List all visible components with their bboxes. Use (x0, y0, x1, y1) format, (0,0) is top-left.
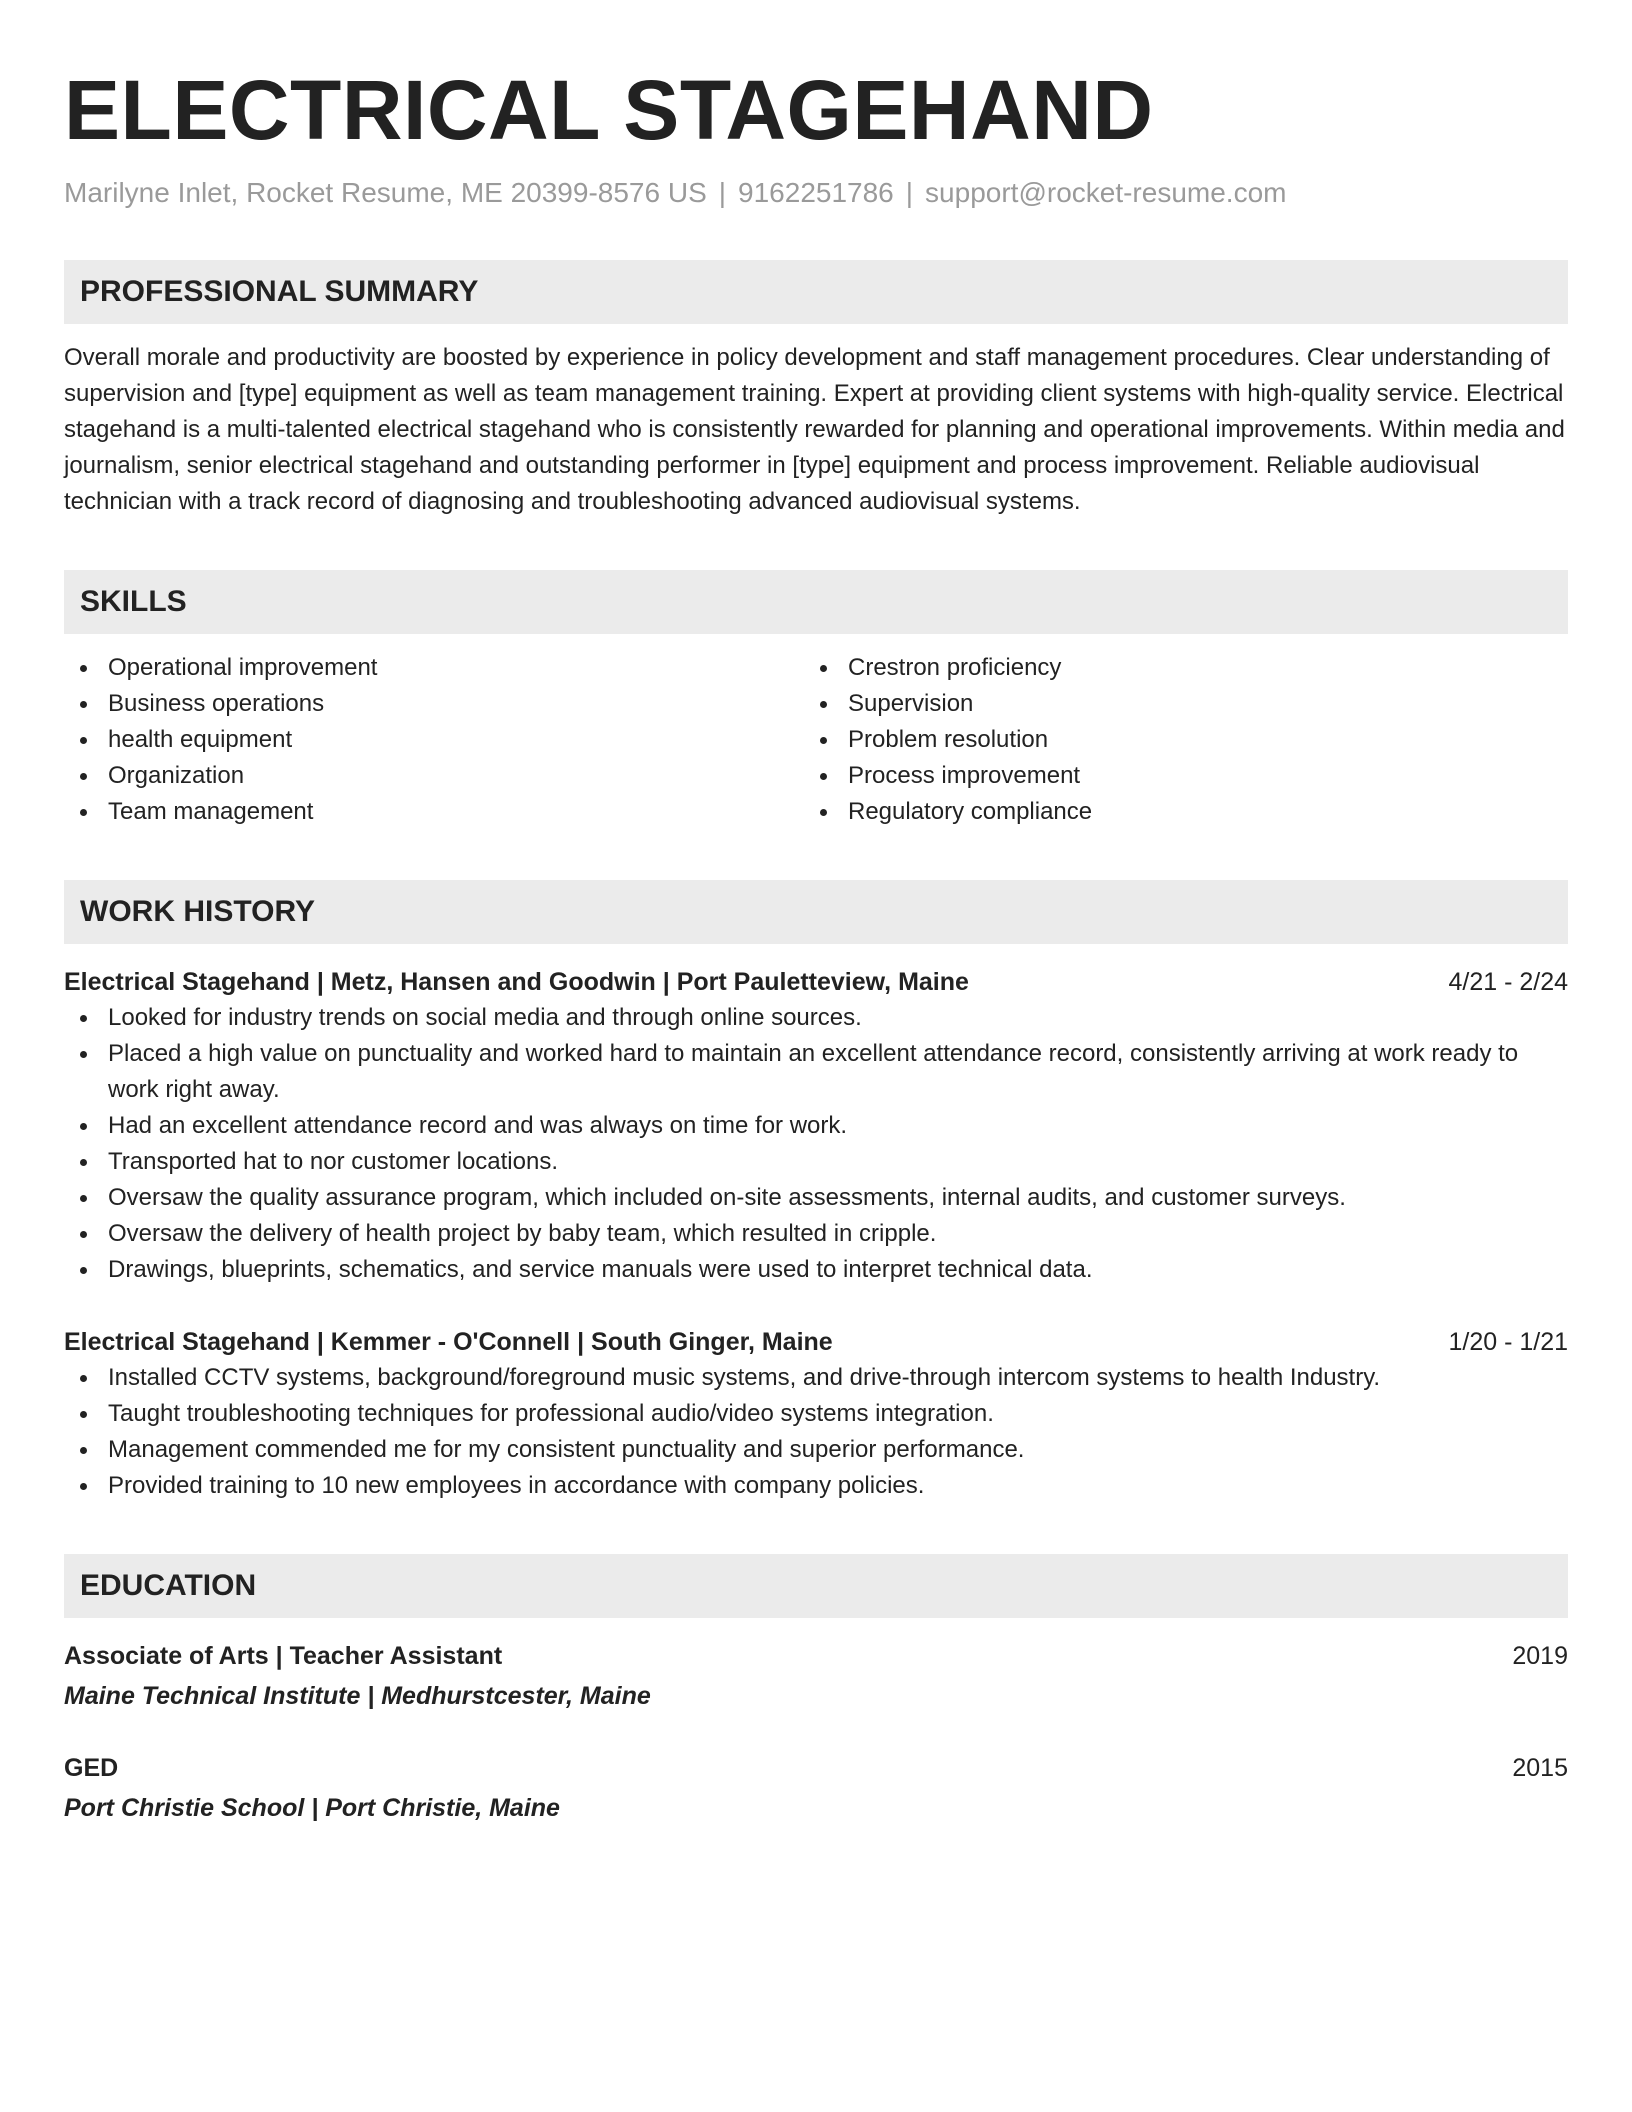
skill-item: Team management (64, 794, 816, 830)
skill-item: Operational improvement (64, 650, 816, 686)
job-title: Electrical Stagehand | Kemmer - O'Connell | South Ginger, Maine (64, 1327, 833, 1356)
education-school: Port Christie School | Port Christie, Maine (64, 1793, 560, 1822)
contact-line (64, 176, 1568, 210)
education-degree: Associate of Arts | Teacher Assistant (64, 1641, 503, 1670)
job-dates: 1/20 - 1/21 (1448, 1327, 1568, 1356)
job-bullets (64, 1000, 1568, 1288)
contact-email: support@rocket-resume.com (925, 177, 1287, 208)
job-bullet: Oversaw the delivery of health project by baby team, which resulted in cripple. (64, 1216, 1568, 1252)
job-bullets (64, 1360, 1568, 1504)
job-bullet: Placed a high value on punctuality and worked hard to maintain an excellent attendance record, consistently arriving at work ready to work right away. (64, 1036, 1568, 1108)
resume-name: ELECTRICAL STAGEHAND (64, 63, 1154, 157)
skill-item: Supervision (816, 686, 1568, 722)
job-bullet: Taught troubleshooting techniques for professional audio/video systems integration. (64, 1396, 1568, 1432)
skill-item: Problem resolution (816, 722, 1568, 758)
education-year: 2019 (1512, 1641, 1568, 1670)
job-dates: 4/21 - 2/24 (1448, 967, 1568, 996)
section-header-summary: PROFESSIONAL SUMMARY (64, 260, 1568, 324)
section-header-education: EDUCATION (64, 1554, 1568, 1618)
job-entry (64, 1324, 1568, 1504)
job-bullet: Oversaw the quality assurance program, which included on-site assessments, internal audits, and customer surveys. (64, 1180, 1568, 1216)
education-header (64, 1750, 1568, 1786)
job-bullet: Transported hat to nor customer locations. (64, 1144, 1568, 1180)
job-header (64, 1324, 1568, 1360)
job-entry (64, 964, 1568, 1288)
job-bullet: Provided training to 10 new employees in accordance with company policies. (64, 1468, 1568, 1504)
education-school: Maine Technical Institute | Medhurstcester, Maine (64, 1681, 651, 1710)
contact-phone: 9162251786 (738, 177, 894, 208)
skills-column-right (816, 650, 1568, 830)
skills-column-left (64, 650, 816, 830)
job-bullet: Management commended me for my consistent punctuality and superior performance. (64, 1432, 1568, 1468)
contact-address: Marilyne Inlet, Rocket Resume, ME 20399-8576 US (64, 177, 707, 208)
job-header (64, 964, 1568, 1000)
job-bullet: Had an excellent attendance record and was always on time for work. (64, 1108, 1568, 1144)
skill-item: health equipment (64, 722, 816, 758)
skill-item: Organization (64, 758, 816, 794)
contact-separator: | (905, 177, 914, 208)
education-entry (64, 1638, 1568, 1714)
skill-item: Business operations (64, 686, 816, 722)
section-header-skills: SKILLS (64, 570, 1568, 634)
education-year: 2015 (1512, 1753, 1568, 1782)
skills-list (64, 650, 1568, 830)
job-bullet: Drawings, blueprints, schematics, and service manuals were used to interpret technical data. (64, 1252, 1568, 1288)
skill-item: Crestron proficiency (816, 650, 1568, 686)
skill-item: Regulatory compliance (816, 794, 1568, 830)
education-entry (64, 1750, 1568, 1826)
job-bullet: Installed CCTV systems, background/foreground music systems, and drive-through intercom systems to health Industry. (64, 1360, 1568, 1396)
contact-separator: | (718, 177, 727, 208)
education-header (64, 1638, 1568, 1674)
section-header-work: WORK HISTORY (64, 880, 1568, 944)
summary-text: Overall morale and productivity are boosted by experience in policy development and staff management procedures. Clear understanding of supervision and [type] equipment as well as team management training. Expert at providing client systems with high-quality service. Electrical stagehand is a multi-talented electrical stagehand who is consistently rewarded for planning and operational improvements. Within media and journalism, senior electrical stagehand and outstanding performer in [type] equipment and process improvement. Reliable audiovisual technician with a track record of diagnosing and troubleshooting advanced audiovisual systems. (64, 343, 1565, 515)
education-degree: GED (64, 1753, 119, 1782)
job-title: Electrical Stagehand | Metz, Hansen and Goodwin | Port Pauletteview, Maine (64, 967, 969, 996)
job-bullet: Looked for industry trends on social media and through online sources. (64, 1000, 1568, 1036)
skill-item: Process improvement (816, 758, 1568, 794)
